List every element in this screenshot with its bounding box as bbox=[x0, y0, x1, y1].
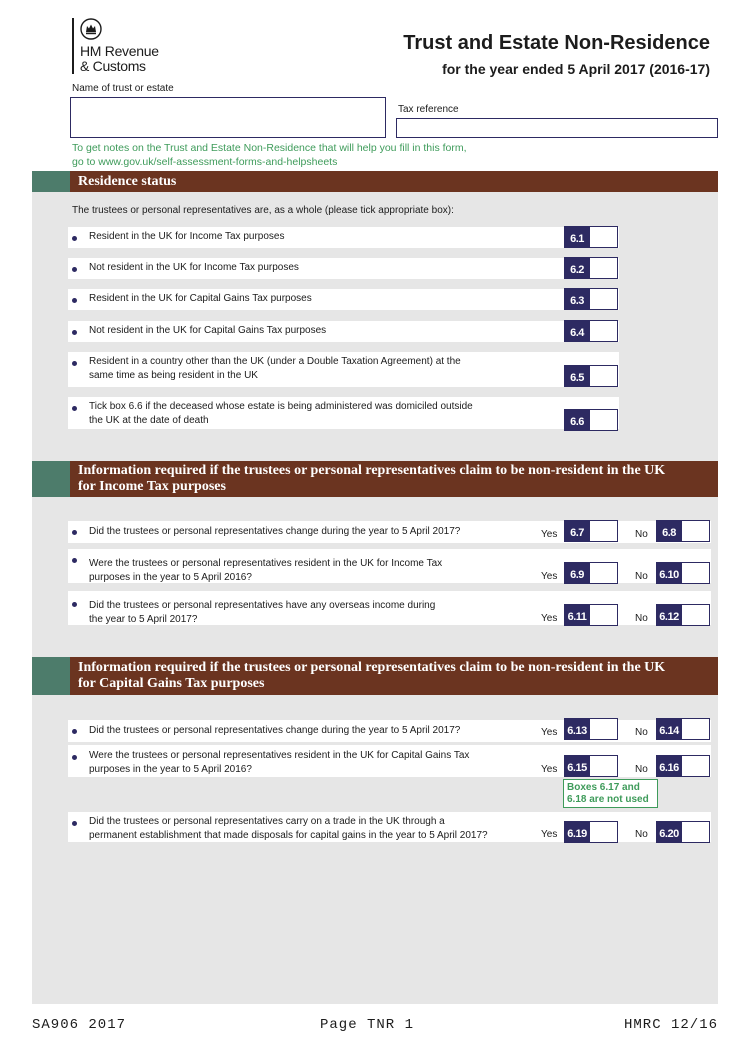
question-row bbox=[68, 258, 619, 279]
box-6-8[interactable] bbox=[656, 520, 710, 542]
note-line-1: Boxes 6.17 and bbox=[567, 782, 640, 793]
no-label: No bbox=[635, 571, 648, 582]
tick-box[interactable] bbox=[590, 226, 618, 248]
question-text bbox=[89, 355, 461, 383]
bullet bbox=[72, 298, 77, 303]
question-row bbox=[68, 352, 619, 387]
bullet bbox=[72, 558, 77, 563]
yes-label: Yes bbox=[541, 529, 558, 540]
no-label: No bbox=[635, 829, 648, 840]
question-line-1: Resident in a country other than the UK (under a Double Taxation Agreement) at the bbox=[89, 356, 461, 367]
crown-crest-icon bbox=[80, 18, 102, 40]
heading-line-1: Information required if the trustees or personal representatives claim to be non-resident in the UK bbox=[78, 463, 666, 478]
tick-box[interactable] bbox=[590, 257, 618, 279]
box-6-15[interactable] bbox=[564, 755, 618, 777]
box-6-3[interactable] bbox=[564, 288, 618, 310]
tick-box[interactable] bbox=[590, 562, 618, 584]
box-number: 6.13 bbox=[564, 718, 590, 740]
section-tab bbox=[32, 657, 70, 695]
note-line-2: 6.18 are not used bbox=[567, 794, 649, 805]
question-line-2: purposes in the year to 5 April 2016? bbox=[89, 572, 252, 583]
guidance-notes bbox=[72, 141, 512, 169]
question-line-2: the UK at the date of death bbox=[89, 415, 209, 426]
tick-box[interactable] bbox=[590, 320, 618, 342]
section-capital-gains-tax bbox=[32, 657, 718, 695]
bullet bbox=[72, 530, 77, 535]
box-number: 6.11 bbox=[564, 604, 590, 626]
unused-boxes-note bbox=[563, 779, 658, 808]
question-text bbox=[89, 749, 469, 777]
tick-box[interactable] bbox=[590, 821, 618, 843]
question-line-2: permanent establishment that made disposals for capital gains in the year to 5 April 2017? bbox=[89, 830, 488, 841]
section-income-tax bbox=[32, 461, 718, 497]
box-number: 6.9 bbox=[564, 562, 590, 584]
question-line-1: Were the trustees or personal representatives resident in the UK for Income Tax bbox=[89, 558, 443, 569]
box-6-12[interactable] bbox=[656, 604, 710, 626]
tick-box[interactable] bbox=[590, 755, 618, 777]
box-6-9[interactable] bbox=[564, 562, 618, 584]
form-version: HMRC 12/16 bbox=[623, 1017, 718, 1033]
tick-box[interactable] bbox=[682, 562, 710, 584]
box-number: 6.14 bbox=[656, 718, 682, 740]
question-text: Resident in the UK for Capital Gains Tax purposes bbox=[89, 293, 312, 304]
yes-label: Yes bbox=[541, 613, 558, 624]
question-text bbox=[89, 599, 435, 627]
box-6-1[interactable] bbox=[564, 226, 618, 248]
box-6-4[interactable] bbox=[564, 320, 618, 342]
bullet bbox=[72, 821, 77, 826]
question-row bbox=[68, 289, 619, 310]
box-number: 6.2 bbox=[564, 257, 590, 279]
box-number: 6.1 bbox=[564, 226, 590, 248]
box-6-13[interactable] bbox=[564, 718, 618, 740]
hmrc-logo-text bbox=[80, 44, 159, 74]
trust-name-label: Name of trust or estate bbox=[72, 83, 174, 94]
question-line-2: same time as being resident in the UK bbox=[89, 370, 258, 381]
no-label: No bbox=[635, 613, 648, 624]
box-number: 6.7 bbox=[564, 520, 590, 542]
box-number: 6.10 bbox=[656, 562, 682, 584]
yes-label: Yes bbox=[541, 727, 558, 738]
no-label: No bbox=[635, 764, 648, 775]
box-number: 6.3 bbox=[564, 288, 590, 310]
question-text: Not resident in the UK for Capital Gains Tax purposes bbox=[89, 325, 327, 336]
box-number: 6.16 bbox=[656, 755, 682, 777]
trust-name-input[interactable] bbox=[70, 97, 386, 138]
yes-label: Yes bbox=[541, 829, 558, 840]
yes-label: Yes bbox=[541, 764, 558, 775]
logo-divider bbox=[72, 18, 74, 74]
question-text: Did the trustees or personal representatives change during the year to 5 April 2017? bbox=[89, 526, 461, 537]
bullet bbox=[72, 330, 77, 335]
question-text: Did the trustees or personal representatives change during the year to 5 April 2017? bbox=[89, 725, 461, 736]
heading-line-2: for Capital Gains Tax purposes bbox=[78, 676, 265, 691]
section-heading bbox=[70, 657, 665, 695]
tick-box[interactable] bbox=[682, 604, 710, 626]
question-row bbox=[68, 397, 619, 429]
org-line-1: HM Revenue bbox=[80, 43, 159, 59]
heading-line-2: for Income Tax purposes bbox=[78, 479, 226, 494]
section-heading: Residence status bbox=[78, 173, 177, 189]
question-row bbox=[68, 321, 619, 342]
question-text bbox=[89, 400, 473, 428]
tick-box[interactable] bbox=[590, 604, 618, 626]
form-title: Trust and Estate Non-Residence bbox=[403, 32, 710, 54]
question-line-1: Were the trustees or personal representatives resident in the UK for Capital Gains Tax bbox=[89, 750, 470, 761]
box-number: 6.4 bbox=[564, 320, 590, 342]
heading-line-1: Information required if the trustees or personal representatives claim to be non-resident in the UK bbox=[78, 660, 666, 675]
notes-line-1: To get notes on the Trust and Estate Non-Residence that will help you fill in this form, bbox=[72, 142, 467, 154]
question-text bbox=[89, 557, 442, 585]
box-6-14[interactable] bbox=[656, 718, 710, 740]
box-6-6[interactable] bbox=[564, 409, 618, 431]
box-number: 6.6 bbox=[564, 409, 590, 431]
section-residence-status bbox=[32, 171, 718, 192]
question-line-1: Did the trustees or personal representatives have any overseas income during bbox=[89, 600, 436, 611]
box-number: 6.12 bbox=[656, 604, 682, 626]
tick-box[interactable] bbox=[590, 718, 618, 740]
section-tab bbox=[32, 461, 70, 497]
tick-box[interactable] bbox=[682, 821, 710, 843]
bullet bbox=[72, 236, 77, 241]
question-text: Not resident in the UK for Income Tax purposes bbox=[89, 262, 299, 273]
bullet bbox=[72, 361, 77, 366]
question-text: Resident in the UK for Income Tax purposes bbox=[89, 231, 285, 242]
yes-label: Yes bbox=[541, 571, 558, 582]
box-6-11[interactable] bbox=[564, 604, 618, 626]
tax-reference-label: Tax reference bbox=[398, 104, 459, 115]
box-number: 6.8 bbox=[656, 520, 682, 542]
tick-box[interactable] bbox=[590, 365, 618, 387]
question-line-2: the year to 5 April 2017? bbox=[89, 614, 198, 625]
question-text bbox=[89, 815, 488, 843]
no-label: No bbox=[635, 727, 648, 738]
bullet bbox=[72, 267, 77, 272]
box-6-2[interactable] bbox=[564, 257, 618, 279]
tax-reference-input[interactable] bbox=[396, 118, 718, 138]
box-6-10[interactable] bbox=[656, 562, 710, 584]
bullet bbox=[72, 755, 77, 760]
bullet bbox=[72, 729, 77, 734]
box-number: 6.5 bbox=[564, 365, 590, 387]
org-line-2: & Customs bbox=[80, 58, 146, 74]
question-line-2: purposes in the year to 5 April 2016? bbox=[89, 764, 252, 775]
box-6-20[interactable] bbox=[656, 821, 710, 843]
notes-link[interactable]: go to www.gov.uk/self-assessment-forms-and-helpsheets bbox=[72, 156, 338, 168]
bullet bbox=[72, 602, 77, 607]
question-line-1: Did the trustees or personal representatives carry on a trade in the UK through a bbox=[89, 816, 445, 827]
tick-box[interactable] bbox=[682, 718, 710, 740]
residence-intro: The trustees or personal representatives are, as a whole (please tick appropriate box): bbox=[72, 205, 454, 216]
box-number: 6.19 bbox=[564, 821, 590, 843]
box-6-16[interactable] bbox=[656, 755, 710, 777]
form-subtitle: for the year ended 5 April 2017 (2016-17) bbox=[442, 61, 710, 77]
box-6-19[interactable] bbox=[564, 821, 618, 843]
form-code: SA906 2017 bbox=[32, 1017, 127, 1033]
section-heading bbox=[70, 461, 665, 497]
box-number: 6.20 bbox=[656, 821, 682, 843]
section-tab bbox=[32, 171, 70, 192]
tick-box[interactable] bbox=[590, 409, 618, 431]
tick-box[interactable] bbox=[590, 520, 618, 542]
page-number: Page TNR 1 bbox=[320, 1017, 415, 1033]
question-line-1: Tick box 6.6 if the deceased whose estate is being administered was domiciled outside bbox=[89, 401, 473, 412]
box-6-7[interactable] bbox=[564, 520, 618, 542]
question-row bbox=[68, 227, 619, 248]
tick-box[interactable] bbox=[682, 520, 710, 542]
box-6-5[interactable] bbox=[564, 365, 618, 387]
bullet bbox=[72, 406, 77, 411]
box-number: 6.15 bbox=[564, 755, 590, 777]
tick-box[interactable] bbox=[682, 755, 710, 777]
no-label: No bbox=[635, 529, 648, 540]
tick-box[interactable] bbox=[590, 288, 618, 310]
